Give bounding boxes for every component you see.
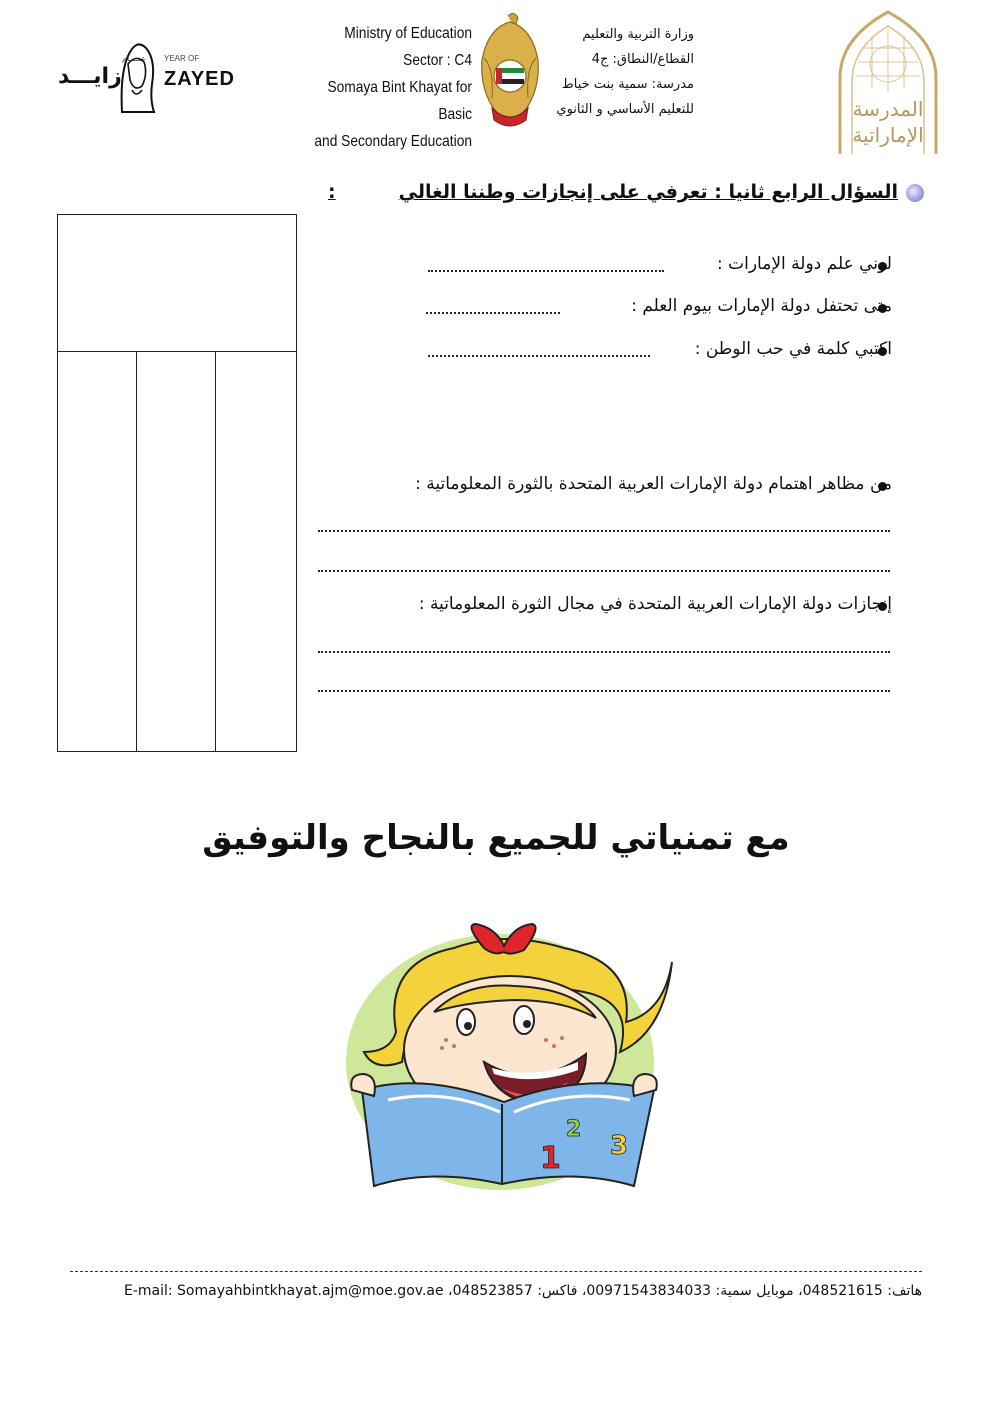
question-item-4: من مظاهر اهتمام دولة الإمارات العربية المتحدة بالثورة المعلوماتية :	[415, 474, 892, 494]
flag-column-1[interactable]	[58, 352, 137, 751]
year-of-zayed-logo	[52, 30, 235, 115]
question-title-colon: :	[328, 181, 336, 203]
answer-line-3[interactable]	[428, 355, 650, 357]
footer-divider	[70, 1271, 922, 1272]
zayed-arabic: زايـــد	[58, 64, 122, 89]
question-title: السؤال الرابع ثانيا : تعرفي على إنجازات وطننا الغالي	[398, 181, 898, 203]
question-item-2: متى تحتفل دولة الإمارات بيوم العلم :	[631, 296, 892, 316]
ministry-en-line: Sector : C4	[403, 52, 472, 69]
question-title-row	[326, 180, 926, 210]
ministry-english-block	[303, 20, 472, 155]
ministry-ar-line: مدرسة: سمية بنت خياط	[561, 77, 694, 92]
footer-contact: هاتف: 048521615، موبايل سمية: 00971543834033، فاكس: 048523857، E-mail: Somayahbintkhayat.ajm@moe.gov.ae	[123, 1283, 922, 1299]
zayed-english: ZAYED	[164, 68, 235, 90]
answer-line-2[interactable]	[426, 312, 560, 314]
ministry-en-line: Somaya Bint Khayat for Basic	[327, 79, 472, 123]
question-item-5: إنجازات دولة الإمارات العربية المتحدة في مجال الثورة المعلوماتية :	[418, 594, 892, 614]
girl-reading-illustration	[334, 922, 674, 1198]
year-of-label: YEAR OF	[164, 54, 200, 63]
title-bullet-icon	[906, 184, 924, 202]
flag-column-2[interactable]	[137, 352, 216, 751]
ministry-ar-line: للتعليم الأساسي و الثانوي	[556, 102, 694, 117]
ministry-ar-line: وزارة التربية والتعليم	[582, 27, 694, 42]
ministry-en-line: Ministry of Education	[344, 25, 472, 42]
flag-coloring-box[interactable]	[57, 214, 297, 752]
question-item-3: اكتبي كلمة في حب الوطن :	[694, 339, 892, 359]
ministry-ar-line: القطاع/النطاق: ج4	[591, 52, 694, 67]
number-1: 1	[540, 1141, 561, 1176]
number-2: 2	[566, 1117, 582, 1142]
closing-message: مع تمنياتي للجميع بالنجاح والتوفيق	[202, 818, 790, 858]
uae-emblem-icon	[478, 8, 542, 136]
answer-line-5a[interactable]	[318, 651, 890, 653]
question-item-1: لوني علم دولة الإمارات :	[716, 254, 892, 274]
ministry-arabic-block	[544, 22, 694, 122]
flag-top-area[interactable]	[58, 215, 296, 352]
year-arabic-small: عـــــام	[122, 54, 146, 63]
ministry-en-line: and Secondary Education	[314, 133, 472, 150]
answer-line-1[interactable]	[428, 270, 664, 272]
answer-line-4b[interactable]	[318, 570, 890, 572]
zayed-portrait-icon	[114, 34, 158, 114]
number-3: 3	[610, 1131, 629, 1161]
answer-line-5b[interactable]	[318, 690, 890, 692]
answer-line-4a[interactable]	[318, 530, 890, 532]
school-logo-line1: المدرسة	[852, 97, 924, 121]
emirati-school-logo	[832, 8, 944, 162]
school-logo-line2: الإماراتية	[852, 123, 924, 147]
